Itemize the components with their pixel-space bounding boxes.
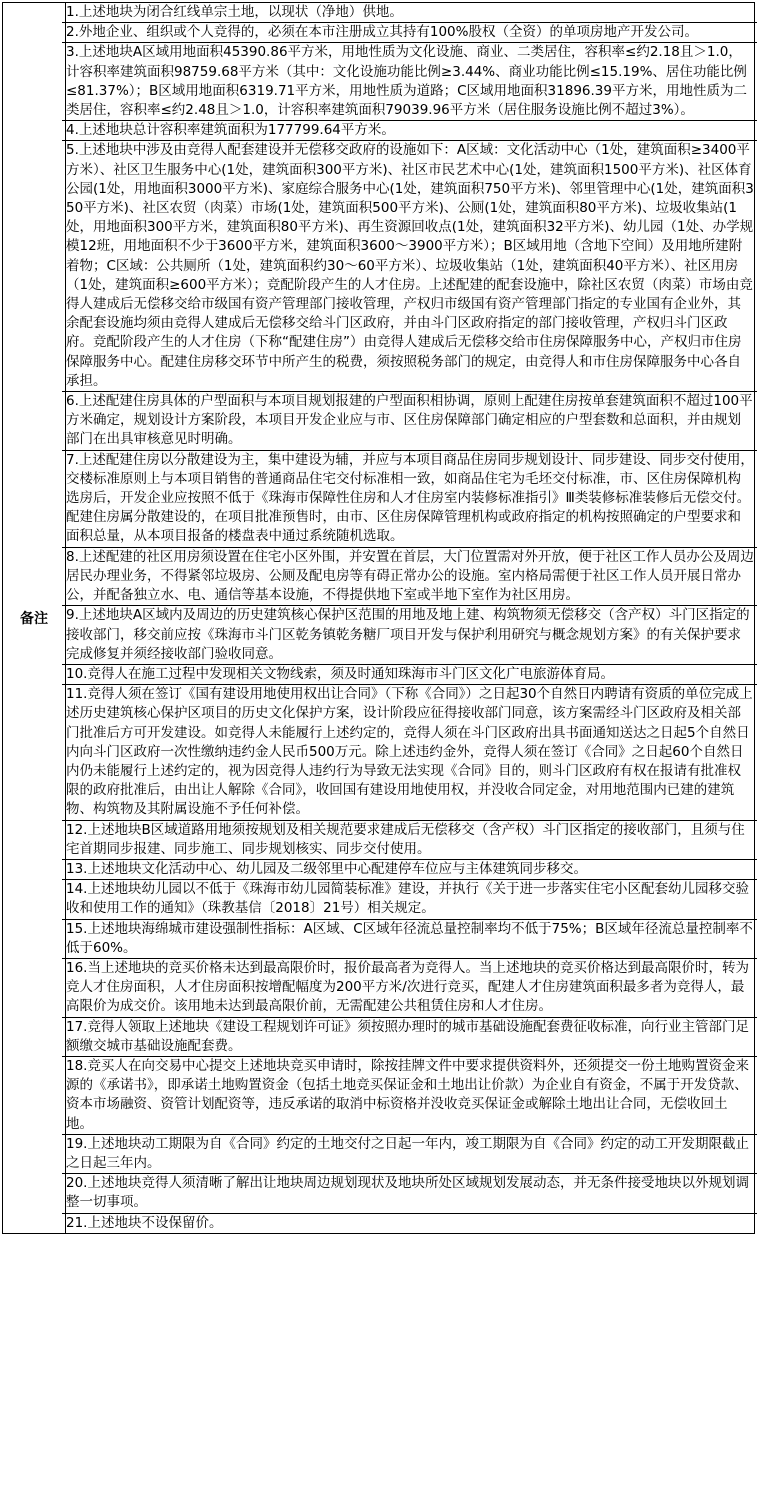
remark-item-11: 11.竞得人须在签订《国有建设用地使用权出让合同》（下称《合同》）之日起30个自然日内聘请有资质的单位完成上述历史建筑核心保护区项目的历史文化保护方案，设计阶段应征得接收部门同意，该方案需经斗门区政府及相关部门批准后方可开发建设。如竞得人未能履行上述约定的，竞得人须在斗门区政府出具书面通知送达之日起5个自然日内向斗门区政府一次性缴纳违约金人民币500万元。除上述违约金外，竞得人须在签订《合同》之日起60个自然日内仍未能履行上述约定的，视为因竞得人违约行为导致无法实现《合同》目的，则斗门区政府有权在报请有批准权限的政府批准后，由出让人解除《合同》，收回国有建设用地使用权，并没收合同定金，对用地范围内已建的建筑物、构筑物及其附属设施不予任何补偿。 xyxy=(62,684,757,819)
remark-item-12: 12.上述地块B区域道路用地须按规划及相关规范要求建成后无偿移交（含产权）斗门区指定的接收部门，且须与住宅首期同步报建、同步施工、同步规划核实、同步交付使用。 xyxy=(62,820,757,859)
remark-item-1: 1.上述地块为闭合红线单宗土地，以现状（净地）供地。 xyxy=(66,4,403,20)
remark-item-8: 8.上述配建的社区用房须设置在住宅小区外围，并安置在首层，大门位置需对外开放，便于社区工作人员办公及周边居民办理业务，不得紧邻垃圾房、公厕及配电房等有碍正常办公的设施。室内格局需便于社区工作人员开展日常办公，并配备独立水、电、通信等基本设施，不得提供地下室或半地下室作为社区用房。 xyxy=(62,547,757,606)
remark-item-18: 18.竞买人在向交易中心提交上述地块竞买申请时，除按挂牌文件中要求提供资料外，还须提交一份土地购置资金来源的《承诺书》，即承诺土地购置资金（包括土地竞买保证金和土地出让价款）为企业自有资金，不属于开发贷款、资本市场融资、资管计划配资等，违反承诺的取消中标资格并没收竞买保证金或解除土地出让合同，无偿收回土地。 xyxy=(62,1056,757,1134)
remark-item-16: 16.当上述地块的竞买价格未达到最高限价时，报价最高者为竞得人。当上述地块的竞买价格达到最高限价时，转为竞人才住房面积，人才住房面积按增配幅度为200平方米/次进行竞买，配建人才住房建筑面积最多者为竞得人，最高限价为成交价。该用地未达到最高限价前，无需配建公共租赁住房和人才住房。 xyxy=(62,958,757,1017)
remark-item-15: 15.上述地块海绵城市建设强制性指标：A区域、C区域年径流总量控制率均不低于75%；B区域年径流总量控制率不低于60%。 xyxy=(62,919,757,958)
remark-item-2: 2.外地企业、组织或个人竞得的，必须在本市注册成立其持有100%股权（全资）的单项房地产开发公司。 xyxy=(62,22,757,42)
remarks-table xyxy=(2,2,755,1234)
remark-item-19: 19.上述地块动工期限为自《合同》约定的土地交付之日起一年内，竣工期限为自《合同》约定的动工开发期限截止之日起三年内。 xyxy=(62,1134,757,1173)
remarks-row xyxy=(3,3,755,1234)
remark-item-14: 14.上述地块幼儿园以不低于《珠海市幼儿园简装标准》建设，并执行《关于进一步落实住宅小区配套幼儿园移交验收和使用工作的通知》（珠教基信〔2018〕21号）相关规定。 xyxy=(62,879,757,918)
remark-item-3: 3.上述地块A区域用地面积45390.86平方米，用地性质为文化设施、商业、二类居住，容积率≤约2.18且＞1.0，计容积率建筑面积98759.68平方米（其中：文化设施功能比例≥3.44%、商业功能比例≤15.19%、居住功能比例≤81.37%）；B区域用地面积6319.71平方米，用地性质为道路；C区域用地面积31896.39平方米，用地性质为二类居住，容积率≤约2.48且＞1.0，计容积率建筑面积79039.96平方米（居住服务设施比例不超过3%）。 xyxy=(62,42,757,120)
remark-item-5: 5.上述地块中涉及由竞得人配套建设并无偿移交政府的设施如下：A区域：文化活动中心（1处，建筑面积≥3400平方米）、社区卫生服务中心(1处，建筑面积300平方米)、社区市民艺术中心(1处，建筑面积1500平方米)、社区体育公园(1处，用地面积3000平方米)、家庭综合服务中心(1处，建筑面积750平方米)、邻里管理中心(1处，建筑面积350平方米)、社区农贸（肉菜）市场(1处，建筑面积500平方米)、公厕(1处，建筑面积80平方米)、垃圾收集站(1处，用地面积300平方米，建筑面积80平方米)、再生资源回收点(1处，建筑面积32平方米)、幼儿园（1处、办学规模12班，用地面积不少于3600平方米，建筑面积3600～3900平方米）；B区域用地（含地下空间）及用地所建附着物；C区域：公共厕所（1处，建筑面积约30～60平方米）、垃圾收集站（1处，建筑面积40平方米）、社区用房（1处，建筑面积≥600平方米）；竞配阶段产生的人才住房。上述配建的配套设施中，除社区农贸（肉菜）市场由竞得人建成后无偿移交给市级国有资产管理部门接收管理，产权归市级国有资产管理部门指定的专业国有企业外，其余配套设施均须由竞得人建成后无偿移交给斗门区政府，并由斗门区政府指定的部门接收管理，产权归斗门区政府。竞配阶段产生的人才住房（下称“配建住房”）由竞得人建成后无偿移交给市住房保障服务中心，产权归市住房保障服务中心。配建住房移交环节中所产生的税费，须按照税务部门的规定，由竞得人和市住房保障服务中心各自承担。 xyxy=(62,140,757,391)
remark-item-17: 17.竞得人领取上述地块《建设工程规划许可证》须按照办理时的城市基础设施配套费征收标准，向行业主管部门足额缴交城市基础设施配套费。 xyxy=(62,1017,757,1056)
remark-item-20: 20.上述地块竞得人须清晰了解出让地块周边规划现状及地块所处区域规划发展动态，并无条件接受地块以外规划调整一切事项。 xyxy=(62,1173,757,1212)
remark-item-7: 7.上述配建住房以分散建设为主，集中建设为辅，并应与本项目商品住房同步规划设计、同步建设、同步交付使用，交楼标准原则上与本项目销售的普通商品住宅交付标准相一致，如商品住宅为毛坯交付标准，市、区住房保障机构选房后，开发企业应按照不低于《珠海市保障性住房和人才住房室内装修标准指引》Ⅲ类装修标准装修后无偿交付。配建住房属分散建设的，在项目批准预售时，由市、区住房保障管理机构或政府指定的机构按照确定的户型要求和面积总量，从本项目报备的楼盘表中通过系统随机选取。 xyxy=(62,450,757,547)
remark-item-9: 9.上述地块A区域内及周边的历史建筑核心保护区范围的用地及地上建、构筑物须无偿移交（含产权）斗门区指定的接收部门，移交前应按《珠海市斗门区乾务镇乾务糖厂项目开发与保护利用研究与概念规划方案》的有关保护要求完成修复并须经接收部门验收同意。 xyxy=(62,605,757,664)
remark-item-10: 10.竞得人在施工过程中发现相关文物线索，须及时通知珠海市斗门区文化广电旅游体育局。 xyxy=(62,664,757,684)
remark-item-4: 4.上述地块总计容积率建筑面积为177799.64平方米。 xyxy=(62,120,757,140)
remark-item-13: 13.上述地块文化活动中心、幼儿园及二级邻里中心配建停车位应与主体建筑同步移交。 xyxy=(62,859,757,879)
remarks-content xyxy=(66,3,755,1234)
remark-item-6: 6.上述配建住房具体的户型面积与本项目规划报建的户型面积相协调，原则上配建住房按单套建筑面积不超过100平方米确定，规划设计方案阶段，本项目开发企业应与市、区住房保障部门确定相应的户型套数和总面积，并由规划部门在出具审核意见时明确。 xyxy=(62,391,757,450)
remark-item-21: 21.上述地块不设保留价。 xyxy=(62,1213,757,1233)
remarks-label: 备注 xyxy=(3,3,66,1234)
